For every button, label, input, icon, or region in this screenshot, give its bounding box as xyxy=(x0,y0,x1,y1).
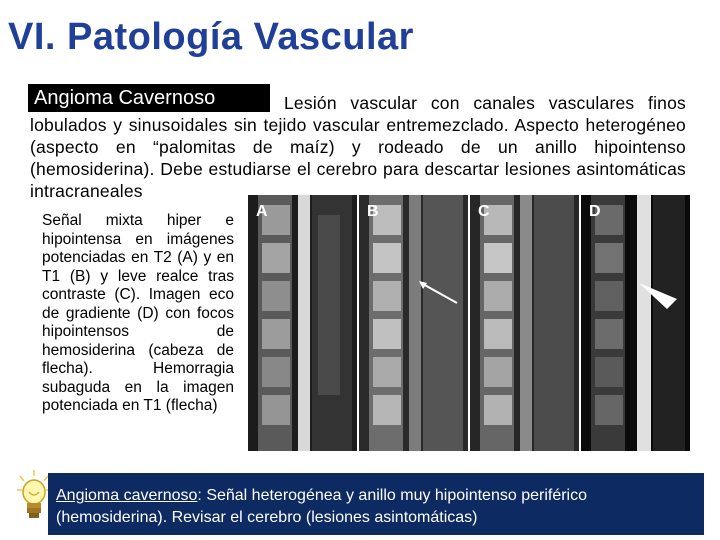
mri-panel-b xyxy=(359,195,468,451)
panel-label-d: D xyxy=(589,203,601,220)
definition-text: Lesión vascular con canales vasculares finos lobulados y sinusoidales sin tejido vascular entremezclado. Aspecto heterogéneo (aspecto en “palomitas de maíz) y rodeado de un anillo hipointenso (hemosiderina). Debe estudiarse el cerebro para descartar lesiones asintomáticas intracraneales xyxy=(30,93,686,201)
term-label: Angioma Cavernoso xyxy=(28,84,270,112)
summary-box xyxy=(48,473,704,535)
mri-panel-a xyxy=(248,195,357,451)
mri-panel-d xyxy=(581,195,690,451)
mri-image-c xyxy=(470,195,579,451)
mri-panel-c xyxy=(470,195,579,451)
panel-label-c: C xyxy=(478,203,490,220)
summary-term: Angioma cavernoso xyxy=(56,487,198,504)
mri-image-b xyxy=(359,195,468,451)
slide-title: VI. Patología Vascular xyxy=(8,16,414,58)
lightbulb-icon xyxy=(16,468,52,532)
figure-caption: Señal mixta hiper e hipointensa en imágenes potenciadas en T2 (A) y en T1 (B) y leve realce tras contraste (C). Imagen eco de gradiente (D) con focos hipointensos de hemosiderina (cabeza de flecha). Hemorragia subaguda en la imagen potenciada en T1 (flecha) xyxy=(42,212,234,414)
panel-label-a: A xyxy=(256,203,268,220)
summary-text: : Señal heterogénea y anillo muy hipointenso periférico (hemosiderina). Revisar el cerebro (lesiones asintomáticas) xyxy=(56,487,587,526)
mri-image-d xyxy=(581,195,690,451)
panel-label-b: B xyxy=(367,203,379,220)
mri-image-a xyxy=(248,195,357,451)
